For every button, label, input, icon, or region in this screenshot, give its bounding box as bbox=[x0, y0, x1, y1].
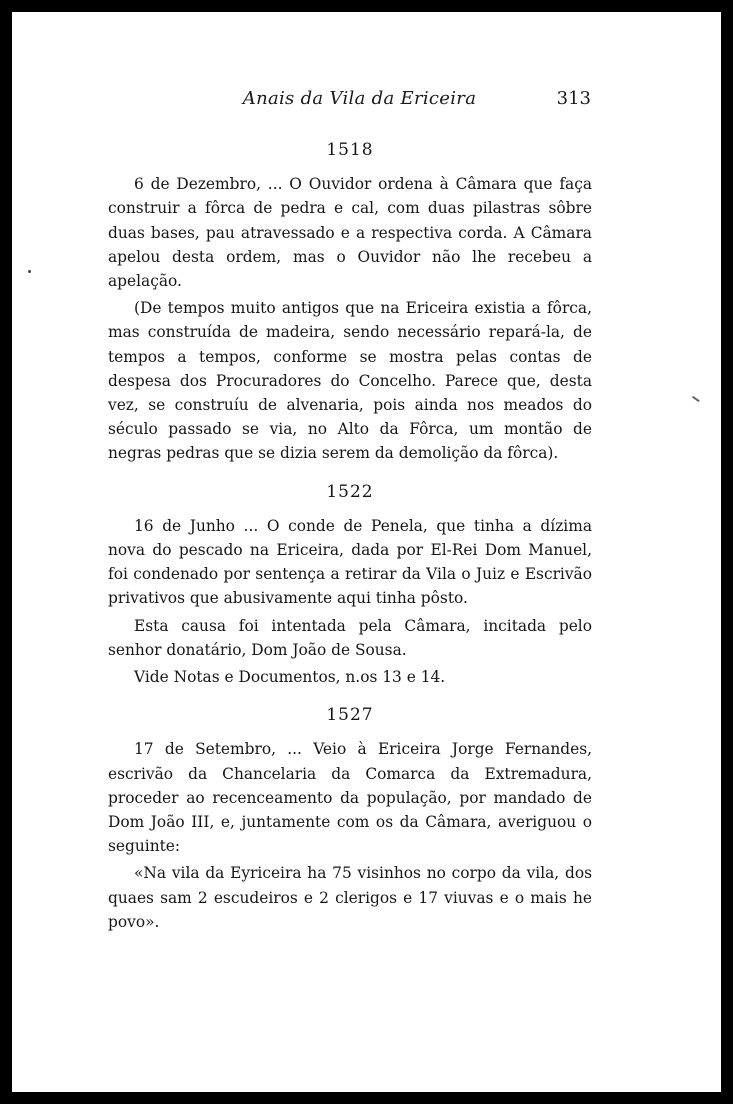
paragraph: (De tempos muito antigos que na Ericeira existia a fôrca, mas construída de madeira, sendo necessário repará-la, de tempos a tempos, conforme se mostra pelas contas de despesa dos Procuradores do Concelho. Parece que, desta vez, se construíu de alvenaria, pois ainda nos meados do século passado se via, no Alto da Fôrca, um montão de negras pedras que se dizia serem da demolição da fôrca). bbox=[108, 299, 592, 463]
running-title: Anais da Vila da Ericeira bbox=[242, 88, 477, 109]
paragraph: Esta causa foi intentada pela Câmara, incitada pelo senhor donatário, Dom João de Sousa. bbox=[108, 616, 592, 659]
page-header bbox=[108, 88, 611, 118]
entry-year: 1527 bbox=[326, 705, 374, 726]
scan-speck bbox=[28, 270, 31, 273]
entry-1522 bbox=[108, 480, 592, 690]
scan-mark bbox=[692, 396, 699, 402]
paragraph: 6 de Dezembro, ... O Ouvidor ordena à Câmara que faça construir a fôrca de pedra e cal, com duas pilastras sôbre duas bases, pau atravessado e a respectiva corda. A Câmara apelou desta ordem, mas o Ouvidor não lhe recebeu a apelação. bbox=[108, 175, 592, 291]
entry-1527 bbox=[108, 703, 592, 934]
page-number: 313 bbox=[556, 88, 591, 109]
paragraph: 16 de Junho ... O conde de Penela, que tinha a dízima nova do pescado na Ericeira, dada por El-Rei Dom Manuel, foi condenado por sentença a retirar da Vila o Juiz e Escrivão privativos que abusivamente aqui tinha pôsto. bbox=[108, 516, 592, 608]
page-body bbox=[108, 138, 592, 934]
paragraph: «Na vila da Eyriceira ha 75 visinhos no corpo da vila, dos quaes sam 2 escudeiros e 2 clerigos e 17 viuvas e o mais he povo». bbox=[108, 864, 592, 931]
book-page bbox=[12, 12, 721, 1092]
entry-1518 bbox=[108, 138, 592, 466]
entry-year: 1522 bbox=[326, 481, 374, 502]
entry-year: 1518 bbox=[326, 140, 374, 160]
paragraph: 17 de Setembro, ... Veio à Ericeira Jorge Fernandes, escrivão da Chancelaria da Comarca da Extremadura, proceder ao recenceamento da população, por mandado de Dom João III, e, juntamente com os da Câmara, averiguou o seguinte: bbox=[108, 740, 592, 856]
paragraph: Vide Notas e Documentos, n.os 13 e 14. bbox=[134, 668, 446, 687]
